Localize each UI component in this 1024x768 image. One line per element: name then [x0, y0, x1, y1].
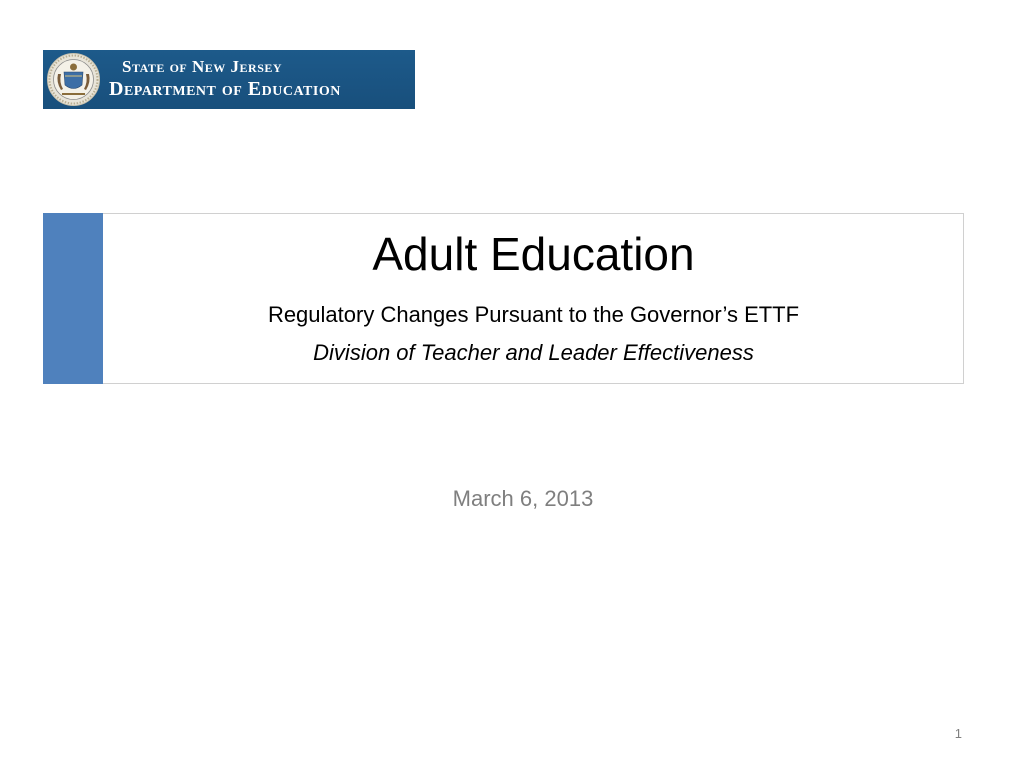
- title-accent-bar: [43, 213, 103, 384]
- slide-subtitle: Regulatory Changes Pursuant to the Governor’s ETTF: [267, 302, 800, 327]
- title-box: [43, 213, 964, 384]
- nj-state-seal-icon: [46, 52, 101, 107]
- presentation-date: March 6, 2013: [452, 486, 594, 511]
- logo-department-name: Department of Education: [109, 78, 341, 100]
- title-content: [104, 214, 963, 383]
- logo-state-name: State of New Jersey: [122, 57, 283, 76]
- page-number: 1: [954, 726, 962, 741]
- nj-doe-logo: [43, 50, 415, 109]
- slide-title: Adult Education: [372, 228, 695, 280]
- division-name: Division of Teacher and Leader Effectiveness: [313, 340, 754, 365]
- logo-text: [109, 58, 341, 99]
